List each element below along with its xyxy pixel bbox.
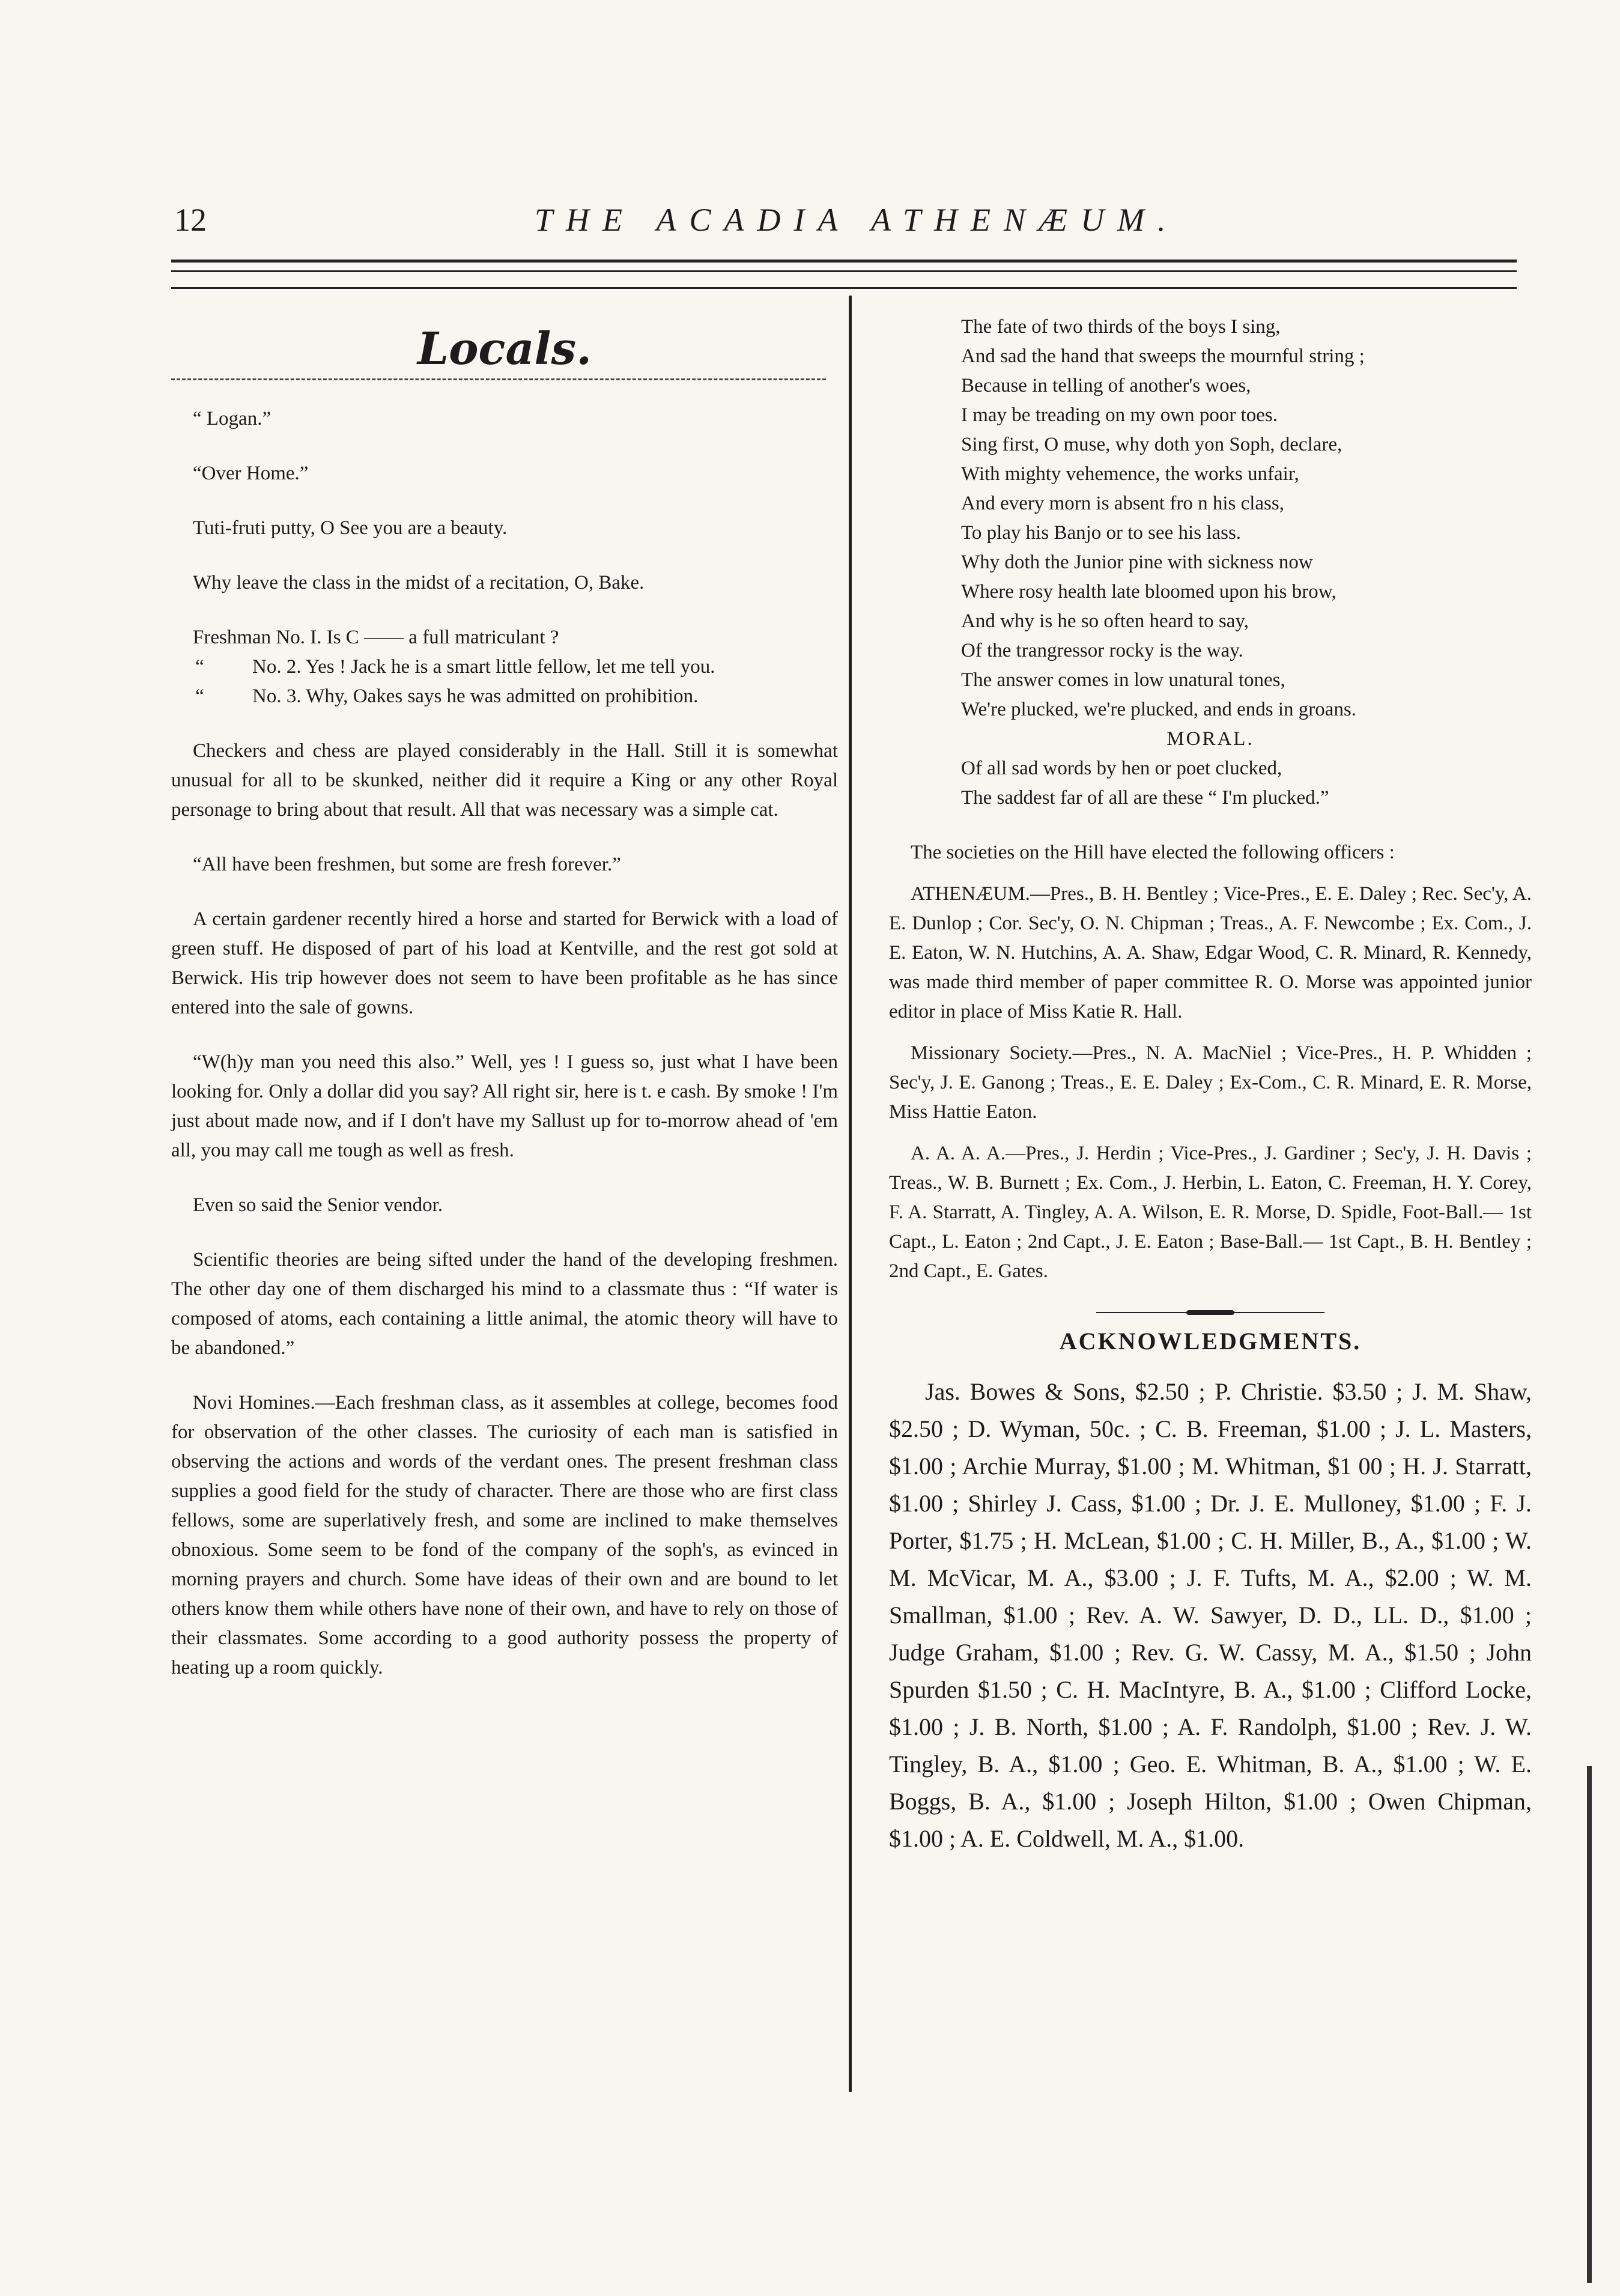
poem-line: Of the trangressor rocky is the way. xyxy=(961,640,1243,661)
poem-line: The fate of two thirds of the boys I sing, xyxy=(961,316,1281,338)
gardener-paragraph: A certain gardener recently hired a horse and started for Berwick with a load of green stuff. He disposed of part of his load at Kentville, and the rest got sold at Berwick. His trip however does not seem to have been profitable as he has since entered into the sale of gowns. xyxy=(171,908,838,1018)
locals-heading: Locals. xyxy=(417,323,592,375)
poem-line: And why is he so often heard to say, xyxy=(961,610,1249,632)
missionary-society-officers: Missionary Society.—Pres., N. A. MacNiel ; Vice-Pres., H. P. Whidden ; Sec'y, J. E. Ganong ; Treas., E. E. Daley ; Ex-Com., C. R. Minard, E. R. Morse, Miss Hattie Eaton. xyxy=(889,1042,1532,1123)
section-ornament xyxy=(1096,1310,1324,1315)
poem-line: Why doth the Junior pine with sickness now xyxy=(961,551,1313,573)
freshman-line-2: No. 2. Yes ! Jack he is a smart little fellow, let me tell you. xyxy=(252,656,715,678)
societies-intro: The societies on the Hill have elected the following officers : xyxy=(911,842,1395,863)
poem-line: The answer comes in low unatural tones, xyxy=(961,669,1285,691)
column-divider xyxy=(849,296,852,2092)
poem-line: Where rosy health late bloomed upon his brow, xyxy=(961,581,1336,603)
poem-line: And every morn is absent fro n his class, xyxy=(961,493,1284,514)
acknowledgments-heading: ACKNOWLEDGMENTS. xyxy=(1059,1328,1362,1355)
freshman-line-3: No. 3. Why, Oakes says he was admitted on prohibition. xyxy=(252,685,699,707)
poem-line: I may be treading on my own poor toes. xyxy=(961,404,1278,426)
why-man-paragraph: “W(h)y man you need this also.” Well, yes ! I guess so, just what I have been looking for. Only a dollar did you say? All right sir, here is t. e cash. By smoke ! I'm just about made now, and if I don't have my Sallust up for to-morrow ahead of 'em all, you may call me tough as well as fresh. xyxy=(171,1051,838,1161)
left-column xyxy=(171,312,838,1683)
acknowledgments-list: Jas. Bowes & Sons, $2.50 ; P. Christie. $3.50 ; J. M. Shaw, $2.50 ; D. Wyman, 50c. ; C. B. Freeman, $1.00 ; J. L. Masters, $1.00 ; Archie Murray, $1.00 ; M. Whitman, $1 00 ; H. J. Starratt, $1.00 ; Shirley J. Cass, $1.00 ; Dr. J. E. Mulloney, $1.00 ; F. J. Porter, $1.75 ; H. McLean, $1.00 ; C. H. Miller, B., A., $1.00 ; W. M. McVicar, M. A., $3.00 ; J. F. Tufts, M. A., $2.00 ; W. M. Smallman, $1.00 ; Rev. A. W. Sawyer, D. D., LL. D., $1.00 ; Judge Graham, $1.00 ; Rev. G. W. Cassy, M. A., $1.50 ; John Spurden $1.50 ; C. H. MacIntyre, B. A., $1.00 ; Clifford Locke, $1.00 ; J. B. North, $1.00 ; A. F. Randolph, $1.00 ; Rev. J. W. Tingley, B. A., $1.00 ; Geo. E. Whitman, B. A., $1.00 ; W. E. Boggs, B. A., $1.00 ; Joseph Hilton, $1.00 ; Owen Chipman, $1.00 ; A. E. Coldwell, M. A., $1.00. xyxy=(889,1378,1532,1852)
freshman-line-1: Freshman No. I. Is C —— a full matriculant ? xyxy=(193,627,559,648)
page-number: 12 xyxy=(174,202,207,238)
header-rule-top xyxy=(171,260,1517,263)
freshman-dialogue xyxy=(171,623,838,711)
freshman-line-3-row xyxy=(171,682,838,711)
poem-line: To play his Banjo or to see his lass. xyxy=(961,522,1242,544)
heading-divider xyxy=(171,378,826,380)
fresh-forever-quote: “All have been freshmen, but some are fresh forever.” xyxy=(193,854,621,875)
freshman-line-2-row xyxy=(171,652,838,682)
poem-line: Because in telling of another's woes, xyxy=(961,375,1251,396)
poem xyxy=(889,312,1532,813)
ditto-mark: “ xyxy=(195,656,204,678)
local-item-over-home: “Over Home.” xyxy=(193,463,309,484)
local-item-tuti-fruti: Tuti-fruti putty, O See you are a beauty. xyxy=(193,517,508,539)
column-top-rule xyxy=(171,287,1517,289)
header-rule-bottom xyxy=(171,270,1517,272)
page-edge-mark xyxy=(1587,1766,1592,2283)
novi-homines-paragraph: Novi Homines.—Each freshman class, as it assembles at college, becomes food for observation of the other classes. The curiosity of each man is satisfied in observing the actions and words of the verdant ones. The present freshman class supplies a good field for the study of character. There are those who are first class fellows, some are superlatively fresh, and some are inclined to make themselves obnoxious. Some seem to be fond of the company of the soph's, as evinced in morning prayers and church. Some have ideas of their own and are bound to let others know them while others have none of their own, and have to rely on those of their classmates. Some according to a good authority possess the property of heating up a room quickly. xyxy=(171,1392,838,1678)
aaaa-officers: A. A. A. A.—Pres., J. Herdin ; Vice-Pres., J. Gardiner ; Sec'y, J. H. Davis ; Treas., W. B. Burnett ; Ex. Com., J. Herbin, L. Eaton, C. Freeman, H. Y. Corey, F. A. Starratt, A. Tingley, A. A. Wilson, E. R. Morse, D. Spidle, Foot-Ball.— 1st Capt., L. Eaton ; 2nd Capt., J. E. Eaton ; Base-Ball.— 1st Capt., B. H. Bentley ; 2nd Capt., E. Gates. xyxy=(889,1143,1532,1282)
ditto-mark: “ xyxy=(195,685,204,707)
senior-vendor-paragraph: Even so said the Senior vendor. xyxy=(193,1194,443,1216)
local-item-recitation: Why leave the class in the midst of a recitation, O, Bake. xyxy=(193,572,645,594)
running-title: THE ACADIA ATHENÆUM. xyxy=(535,202,1179,238)
poem-line: And sad the hand that sweeps the mournful string ; xyxy=(961,345,1365,367)
moral-line: Of all sad words by hen or poet clucked, xyxy=(961,758,1282,779)
poem-line: Sing first, O muse, why doth yon Soph, declare, xyxy=(961,434,1342,455)
right-column xyxy=(889,312,1532,1857)
moral-heading: MORAL. xyxy=(1166,728,1254,750)
local-item-logan: “ Logan.” xyxy=(193,408,272,430)
poem-line: We're plucked, we're plucked, and ends in groans. xyxy=(961,699,1357,720)
page-header xyxy=(174,201,1580,249)
poem-line: With mighty vehemence, the works unfair, xyxy=(961,463,1299,485)
checkers-paragraph: Checkers and chess are played considerably in the Hall. Still it is somewhat unusual for all to be skunked, neither did it require a King or any other Royal personage to bring about that result. All that was necessary was a simple cat. xyxy=(171,740,838,821)
athenaeum-officers: ATHENÆUM.—Pres., B. H. Bentley ; Vice-Pres., E. E. Daley ; Rec. Sec'y, A. E. Dunlop ; Cor. Sec'y, O. N. Chipman ; Treas., A. F. Newcombe ; Ex. Com., J. E. Eaton, W. N. Hutchins, A. A. Shaw, Edgar Wood, C. R. Minard, R. Kennedy, was made third member of paper committee R. O. Morse was appointed junior editor in place of Miss Katie R. Hall. xyxy=(889,883,1532,1022)
scientific-theories-paragraph: Scientific theories are being sifted under the hand of the developing freshmen. The other day one of them discharged his mind to a classmate thus : “If water is composed of atoms, each containing a little animal, the atomic theory will have to be abandoned.” xyxy=(171,1249,838,1359)
moral-line: The saddest far of all are these “ I'm plucked.” xyxy=(961,787,1329,809)
